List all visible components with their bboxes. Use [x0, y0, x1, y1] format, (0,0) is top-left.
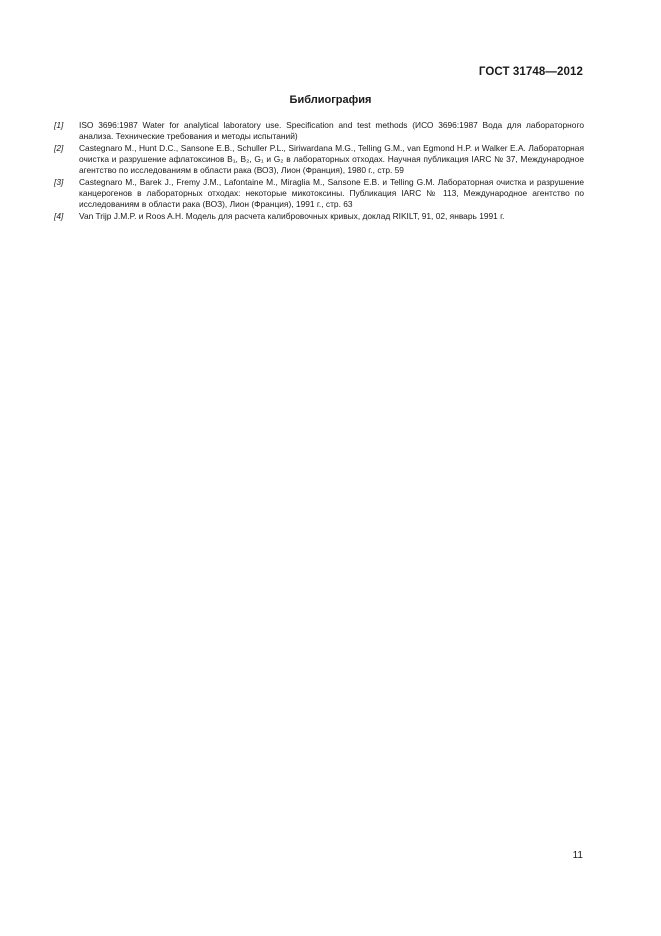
- bibliography-list: [54, 120, 584, 223]
- reference-number: [1]: [54, 120, 64, 130]
- bibliography-item: [54, 211, 584, 222]
- bibliography-item: [54, 143, 584, 176]
- page-number: 11: [572, 850, 583, 861]
- reference-text: ISO 3696:1987 Water for analytical laboratory use. Specification and test methods (ИСО 3696:1987 Вода для лабораторного анализа. Технические требования и методы испытаний): [79, 120, 584, 141]
- document-code: ГОСТ 31748—2012: [478, 66, 583, 78]
- reference-text: Van Trijp J.M.P. и Roos A.H. Модель для расчета калибровочных кривых, доклад RIKILT, 91, 02, январь 1991 г.: [79, 211, 505, 221]
- section-title: Библиография: [289, 94, 372, 106]
- reference-text: Castegnaro M., Barek J., Fremy J.M., Lafontaine M., Miraglia M., Sansone E.B. и Telling G.M. Лабораторная очистка и разрушение канцерогенов в лабораторных отходах: некоторые микотоксины. Публикация IARC № 113, Международное агентство по исследованиям в области рака (ВОЗ), Лион (Франция), 1991 г., стр. 63: [79, 177, 584, 209]
- reference-number: [2]: [54, 143, 64, 153]
- reference-text: Castegnaro M., Hunt D.C., Sansone E.B., Schuller P.L., Siriwardana M.G., Telling G.M., van Egmond H.P. и Walker E.A. Лабораторная очистка и разрушение афлатоксинов B₁, B₂, G₁ и G₂ в лабораторных отходах. Научная публикация IARC № 37, Международное агентство по исследованиям в области рака (ВОЗ), Лион (Франция), 1980 г., стр. 59: [79, 143, 584, 175]
- bibliography-item: [54, 177, 584, 210]
- reference-number: [4]: [54, 211, 64, 221]
- bibliography-item: [54, 120, 584, 142]
- reference-number: [3]: [54, 177, 64, 187]
